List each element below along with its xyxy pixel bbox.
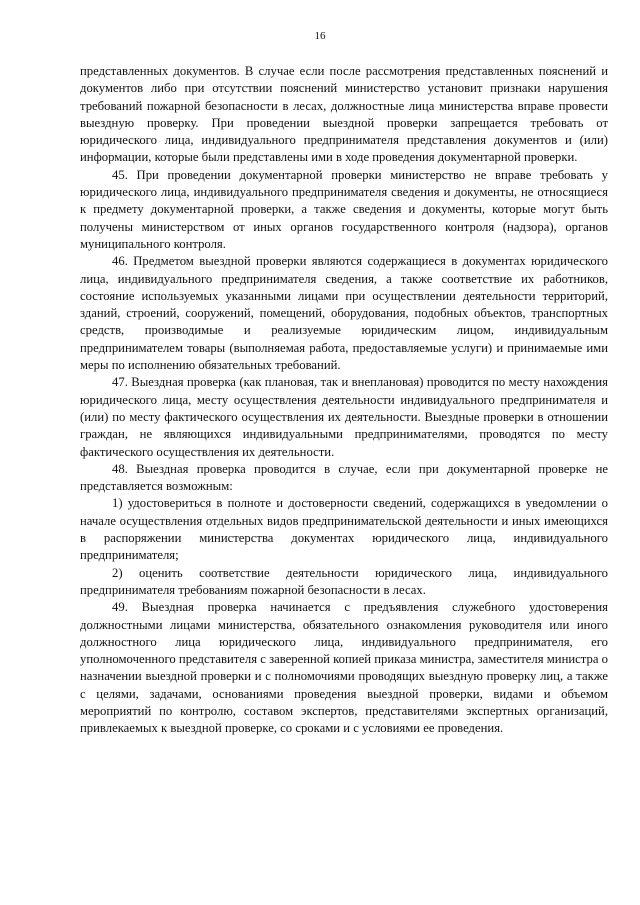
paragraph-46: 46. Предметом выездной проверки являются содержащиеся в документах юридического лица, индивидуального предпринимателя сведения, а также соответствие их работников, состояние используемых указанными лицами при осуществлении деятельности территорий, зданий, строений, сооружений, помещений, оборудования, подобных объектов, транспортных средств, производимые и реализуемые юридическим лицом, индивидуальным предпринимателем товары (выполняемая работа, предоставляемые услуги) и принимаемые ими меры по исполнению обязательных требований. [80, 254, 608, 373]
paragraph-47: 47. Выездная проверка (как плановая, так и внеплановая) проводится по месту нахождения юридического лица, месту осуществления деятельности индивидуального предпринимателя и (или) по месту фактического осуществления их деятельности. Выездные проверки в отношении граждан, не являющихся индивидуальными предпринимателями, проводятся по месту фактического осуществления их деятельности. [80, 375, 608, 459]
document-body [80, 63, 608, 738]
paragraph-48-item-2: 2) оценить соответствие деятельности юридического лица, индивидуального предпринимателя требованиям пожарной безопасности в лесах. [80, 565, 608, 597]
page-number: 16 [314, 30, 326, 42]
paragraph-48: 48. Выездная проверка проводится в случае, если при документарной проверке не представляется возможным: [80, 461, 608, 494]
paragraph-48-item-1: 1) удостовериться в полноте и достоверности сведений, содержащихся в уведомлении о начале осуществления отдельных видов предпринимательской деятельности и иных имеющихся в распоряжении министерства документах юридического лица, индивидуального предпринимателя; [80, 496, 608, 563]
paragraph-49: 49. Выездная проверка начинается с предъявления служебного удостоверения должностными лицами министерства, обязательного ознакомления руководителя или иного должностного лица юридического лица, индивидуального предпринимателя, его уполномоченного представителя с заверенной копией приказа министра, заместителя министра о назначении выездной проверки и с полномочиями проводящих выездную проверку лиц, а также с целями, задачами, основаниями проведения выездной проверки, видами и объемом мероприятий по контролю, составом экспертов, представителями экспертных организаций, привлекаемых к выездной проверке, со сроками и с условиями ее проведения. [80, 600, 608, 736]
paragraph-45: 45. При проведении документарной проверки министерство не вправе требовать у юридического лица, индивидуального предпринимателя сведения и документы, не относящиеся к предмету документарной проверки, а также сведения и документы, которые могут быть получены министерством от иных органов государственного контроля (надзора), органов муниципального контроля. [80, 167, 608, 251]
paragraph-continuation: представленных документов. В случае если после рассмотрения представленных пояснений и документов либо при отсутствии пояснений министерство установит признаки нарушения требований пожарной безопасности в лесах, должностные лица министерства вправе провести выездную проверку. При проведении выездной проверки запрещается требовать от юридического лица, индивидуального предпринимателя представления документов и (или) информации, которые были представлены ими в ходе проведения документарной проверки. [80, 64, 608, 165]
